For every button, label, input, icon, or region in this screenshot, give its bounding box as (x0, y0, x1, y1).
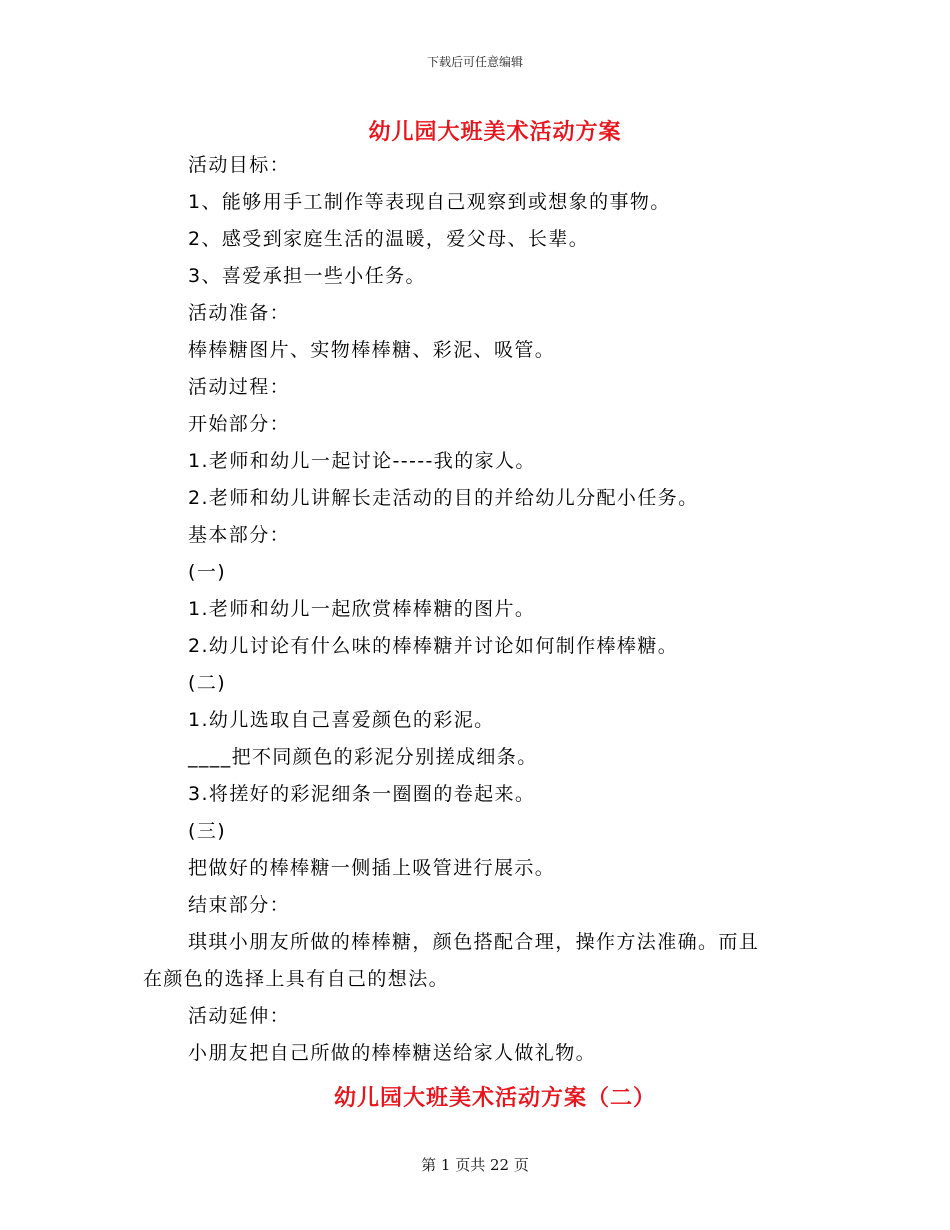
paragraph-line: 2.幼儿讨论有什么味的棒棒糖并讨论如何制作棒棒糖。 (188, 635, 679, 657)
paragraph-line: (二) (188, 672, 227, 694)
paragraph-line: 3.将搓好的彩泥细条一圈圈的卷起来。 (188, 783, 536, 805)
document-title: 幼儿园大班美术活动方案 (368, 120, 622, 145)
paragraph-line: 活动准备： (188, 302, 291, 324)
paragraph-line: (三) (188, 820, 227, 842)
paragraph-line: 2、感受到家庭生活的温暖，爱父母、长辈。 (188, 228, 590, 250)
paragraph-line: ____把不同颜色的彩泥分别搓成细条。 (188, 746, 538, 768)
paragraph-line: 棒棒糖图片、实物棒棒糖、彩泥、吸管。 (188, 339, 556, 361)
paragraph-line: 结束部分： (188, 894, 291, 916)
paragraph-line: 3、喜爱承担一些小任务。 (188, 265, 426, 287)
paragraph-line: 活动过程： (188, 376, 291, 398)
paragraph-line: 小朋友把自己所做的棒棒糖送给家人做礼物。 (188, 1042, 597, 1064)
paragraph-line: (一) (188, 561, 227, 583)
paragraph-line: 把做好的棒棒糖一侧插上吸管进行展示。 (188, 857, 556, 879)
paragraph-line: 1.老师和幼儿一起欣赏棒棒糖的图片。 (188, 598, 536, 620)
paragraph-line: 2.老师和幼儿讲解长走活动的目的并给幼儿分配小任务。 (188, 487, 699, 509)
paragraph-line: 1、能够用手工制作等表现自己观察到或想象的事物。 (188, 191, 671, 213)
paragraph-line: 在颜色的选择上具有自己的想法。 (143, 968, 450, 990)
paragraph-line: 活动目标： (188, 154, 291, 176)
paragraph-line: 1.老师和幼儿一起讨论-----我的家人。 (188, 450, 536, 472)
paragraph-line: 活动延伸： (188, 1005, 291, 1027)
paragraph-line: 开始部分： (188, 413, 291, 435)
next-section-title: 幼儿园大班美术活动方案（二） (333, 1086, 656, 1111)
paragraph-line: 琪琪小朋友所做的棒棒糖，颜色搭配合理，操作方法准确。而且 (188, 931, 760, 953)
page-number: 第 1 页共 22 页 (421, 1156, 529, 1174)
paragraph-line: 1.幼儿选取自己喜爱颜色的彩泥。 (188, 709, 495, 731)
page-header-note: 下载后可任意编辑 (426, 55, 523, 69)
paragraph-line: 基本部分： (188, 524, 291, 546)
